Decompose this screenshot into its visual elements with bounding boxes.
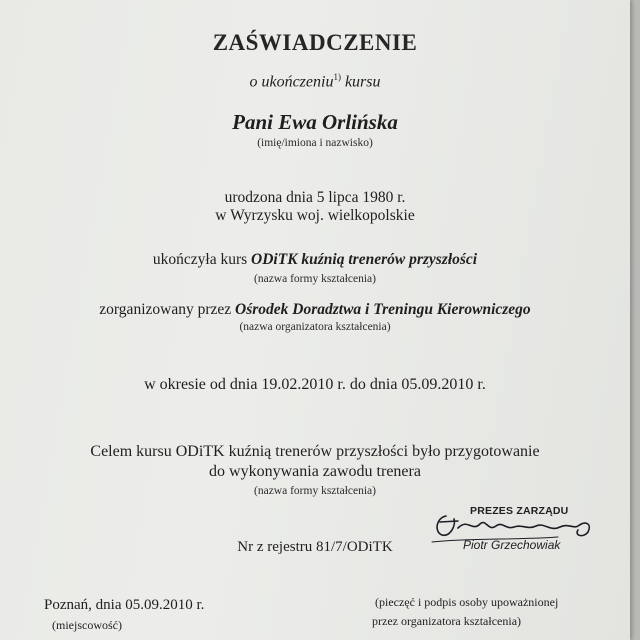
stamp-hint-line-2: przez organizatora kształcenia): [372, 614, 522, 628]
subtitle-suffix: kursu: [340, 73, 381, 91]
course-prefix: ukończyła kurs: [152, 251, 252, 268]
place-and-date: Poznań, dnia 05.09.2010 r.: [44, 597, 205, 613]
stamp-hint-line-1: (pieczęć i podpis osoby upoważnionej: [375, 595, 559, 609]
course-goal-line-1: Celem kursu ODiTK kuźnią trenerów przyszłości było przygotowanie: [90, 443, 540, 460]
register-number: Nr z rejestru 81/7/ODiTK: [237, 539, 393, 555]
course-hint: (nazwa formy kształcenia): [254, 273, 376, 285]
course-period: w okresie od dnia 19.02.2010 r. do dnia 05.09.2010 r.: [144, 376, 486, 393]
birth-place: w Wyrzysku woj. wielkopolskie: [215, 207, 415, 224]
recipient-name: Pani Ewa Orlińska: [232, 110, 398, 134]
course-name: ODiTK kuźnią trenerów przyszłości: [251, 251, 478, 268]
signature-stamp-title: PREZES ZARZĄDU: [470, 505, 569, 517]
organizer-prefix: zorganizowany przez: [99, 301, 235, 318]
course-goal-hint: (nazwa formy kształcenia): [254, 485, 376, 497]
organizer-line: [0, 301, 630, 319]
organizer-name: Ośrodek Doradztwa i Treningu Kierowniczego: [235, 301, 531, 318]
course-goal-line-2: do wykonywania zawodu trenera: [209, 463, 421, 480]
document-title: ZAŚWIADCZENIE: [212, 30, 418, 55]
course-line: [0, 251, 630, 269]
footnote-marker: 1): [333, 72, 341, 82]
subtitle-text: o ukończeniu: [249, 73, 334, 91]
organizer-hint: (nazwa organizatora kształcenia): [239, 321, 391, 333]
place-hint: (miejscowość): [52, 618, 122, 632]
document-subtitle: [0, 72, 630, 91]
recipient-name-hint: (imię/imiona i nazwisko): [257, 137, 373, 149]
birth-date: urodzona dnia 5 lipca 1980 r.: [224, 189, 406, 206]
signature-stamp-person: Piotr Grzechowiak: [463, 538, 561, 552]
